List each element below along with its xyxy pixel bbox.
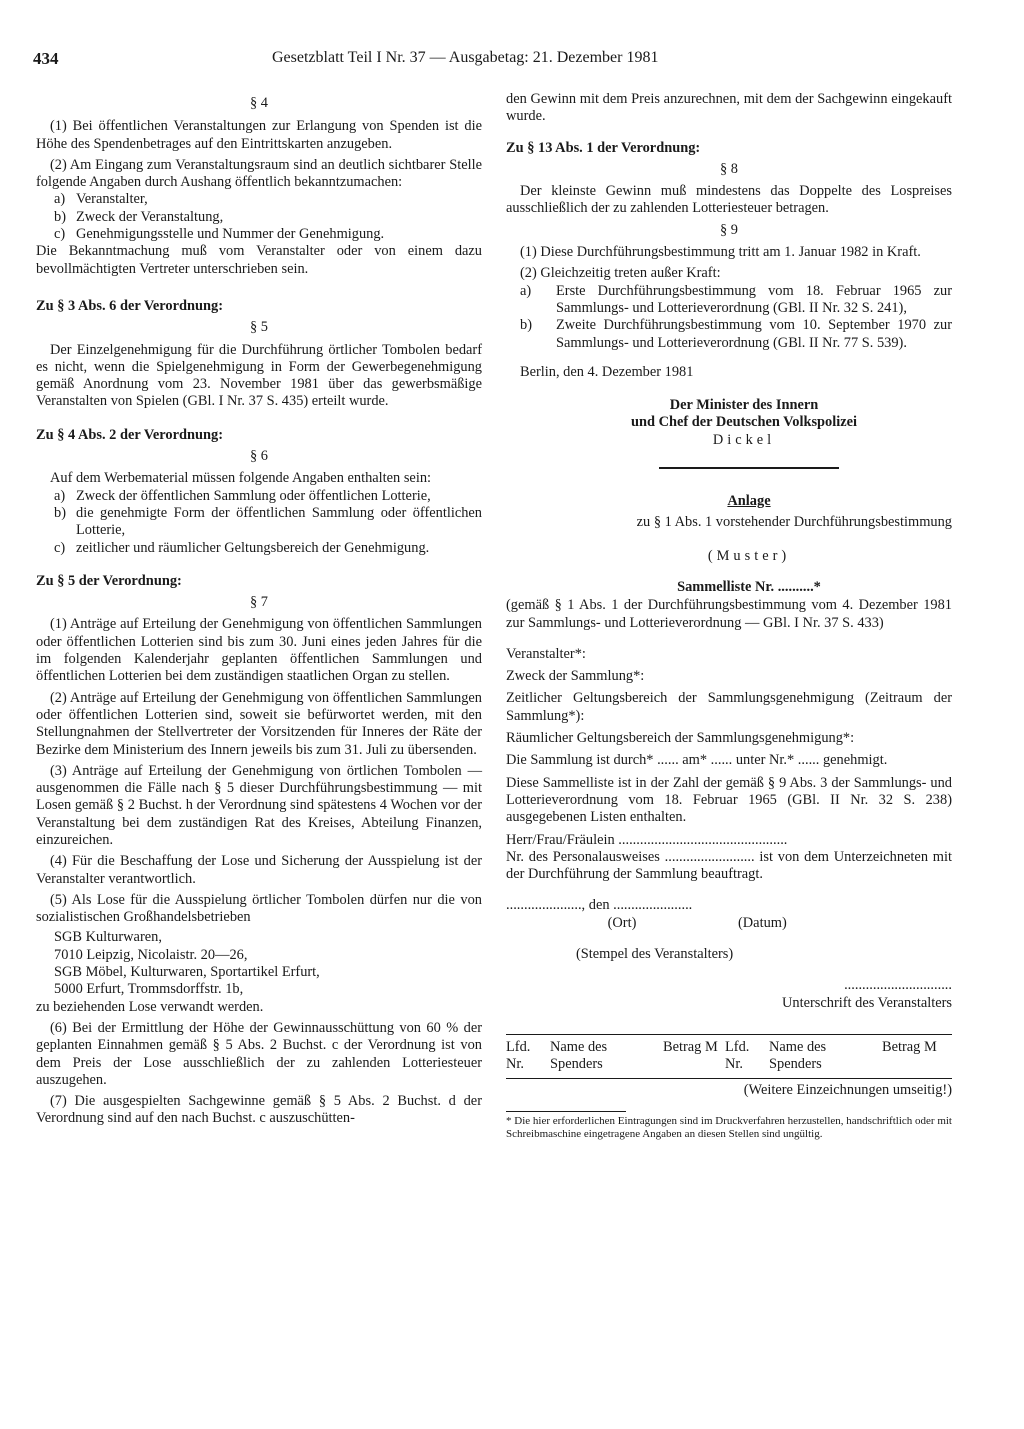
list-item: c) Genehmigungsstelle und Nummer der Genehmigung.: [54, 226, 385, 243]
table-rule: [506, 1034, 952, 1035]
donor-table-header: [506, 1039, 952, 1073]
paragraph: (2) Gleichzeitig treten außer Kraft:: [520, 265, 721, 282]
sample-label: (Muster): [707, 547, 791, 564]
section-heading: § 5: [250, 319, 268, 336]
table-rule: [506, 1078, 952, 1079]
section-subheading: Zu § 13 Abs. 1 der Verordnung:: [506, 139, 701, 156]
list-item: a) Veranstalter,: [54, 191, 148, 208]
table-header-cell: Name des Spenders: [550, 1038, 608, 1072]
place-date: Berlin, den 4. Dezember 1981: [520, 363, 694, 380]
signatory-title: Der Minister des Innern: [669, 397, 819, 414]
signature-label: Unterschrift des Veranstalters: [782, 994, 952, 1011]
footnote-rule: [506, 1111, 626, 1112]
signature-line: ..............................: [844, 977, 952, 994]
list: [36, 488, 482, 557]
form-field: Nr. des Personalausweises ......................... ist von dem Unterzeichneten mit der Durchführung der Sammlung beauftragt.: [506, 848, 952, 883]
form-field: Die Sammlung ist durch* ...... am* ...... unter Nr.* ...... genehmigt.: [506, 752, 888, 769]
paragraph: (7) Die ausgespielten Sachgewinne gemäß § 5 Abs. 2 Buchst. d der Verordnung sind auf den nach Buchst. c auszuschütten-: [36, 1093, 482, 1127]
form-field: Zeitlicher Geltungsbereich der Sammlungsgenehmigung (Zeitraum der Sammlung*):: [506, 690, 952, 724]
table-header-cell: Name des Spenders: [769, 1038, 827, 1072]
section-subheading: Zu § 4 Abs. 2 der Verordnung:: [36, 426, 223, 443]
paragraph: (3) Anträge auf Erteilung der Genehmigung von örtlichen Tombolen — ausgenommen die Fälle nach § 5 dieser Durchführungsbestimmung — mit Losen gemäß § 2 Buchst. h der Verordnung sind spätestens 4 Wochen vor der Veranstaltung bei dem zuständigen Rat des Kreises, Abteilung Finanzen, einzureichen.: [36, 762, 482, 848]
left-column: [36, 95, 482, 1128]
address-block: [36, 929, 482, 998]
list: [36, 191, 482, 243]
section-subheading: Zu § 5 der Verordnung:: [36, 572, 182, 589]
place-date-labels: [506, 915, 952, 932]
list-item: b) Zweite Durchführungsbestimmung vom 10. September 1970 zur Sammlungs- und Lotterieverordnung (GBl. II Nr. 77 S. 539).: [520, 317, 952, 351]
page-number: 434: [33, 49, 59, 68]
table-header-cell: Lfd. Nr.: [506, 1038, 531, 1072]
form-field: Zweck der Sammlung*:: [506, 668, 645, 685]
paragraph: den Gewinn mit dem Preis anzurechnen, mit dem der Sachgewinn eingekauft wurde.: [506, 91, 952, 125]
continuation-note: (Weitere Einzeichnungen umseitig!): [743, 1081, 952, 1098]
address-line: SGB Kulturwaren,: [54, 929, 162, 946]
paragraph: (1) Bei öffentlichen Veranstaltungen zur Erlangung von Spenden ist die Höhe des Spendenbetrages auf den Eintrittskarten anzugeben.: [36, 118, 482, 152]
address-line: 5000 Erfurt, Trommsdorffstr. 1b,: [54, 981, 244, 998]
divider: [659, 467, 839, 469]
paragraph: (6) Bei der Ermittlung der Höhe der Gewinnausschüttung von 60 % der geplanten Einnahmen gemäß § 5 Abs. 2 Buchst. c der Verordnung ist von dem Preis der Lose ausschließlich der zu zahlenden Lotteriesteuer auszugehen.: [36, 1019, 482, 1088]
annex-title: Anlage: [727, 493, 771, 510]
paragraph: (2) Anträge auf Erteilung der Genehmigung von öffentlichen Sammlungen oder öffentlichen Lotterien sind, soweit sie befürwortet werden, mit den Stellungnahmen der Stellvertreter der Vorsitzenden für Inneres der Räte der Bezirke dem Ministerium des Innern jeweils bis zum 31. Juli zu übersenden.: [36, 689, 482, 758]
place-label: (Ort): [607, 914, 637, 931]
signatory-name: Dickel: [712, 431, 776, 448]
list-item: c) zeitlicher und räumlicher Geltungsbereich der Genehmigung.: [54, 539, 430, 556]
table-header-cell: Betrag M: [882, 1038, 937, 1055]
section-heading: § 9: [720, 221, 738, 238]
section-heading: § 8: [720, 160, 738, 177]
paragraph: Die Bekanntmachung muß vom Veranstalter oder von einem dazu bevollmächtigten Vertreter unterschrieben sein.: [36, 243, 482, 277]
stamp-label: (Stempel des Veranstalters): [576, 945, 734, 962]
right-column: [506, 91, 952, 1140]
section-heading: § 6: [250, 448, 268, 465]
list: [506, 283, 952, 352]
place-date-line: ....................., den ......................: [506, 897, 693, 914]
collection-list-title: Sammelliste Nr. ..........*: [677, 578, 821, 595]
form-field: Veranstalter*:: [506, 645, 586, 662]
paragraph: (4) Für die Beschaffung der Lose und Sicherung der Ausspielung ist der Veranstalter verantwortlich.: [36, 853, 482, 887]
section-heading: § 4: [250, 95, 268, 111]
paragraph: (1) Diese Durchführungsbestimmung tritt am 1. Januar 1982 in Kraft.: [520, 244, 921, 261]
list-item: a) Erste Durchführungsbestimmung vom 18. Februar 1965 zur Sammlungs- und Lotterieverordnung (GBl. II Nr. 32 S. 241),: [520, 282, 952, 316]
paragraph: Der kleinste Gewinn muß mindestens das Doppelte des Lospreises ausschließlich der zu zahlenden Lotteriesteuer betragen.: [506, 183, 952, 217]
form-field: Diese Sammelliste ist in der Zahl der gemäß § 9 Abs. 3 der Sammlungs- und Lotterieverordnung vom 18. Februar 1965 (GBl. II Nr. 32 S. 238) ausgegebenen Listen enthalten.: [506, 774, 952, 826]
page-header-title: Gesetzblatt Teil I Nr. 37 — Ausgabetag: 21. Dezember 1981: [272, 49, 659, 66]
section-subheading: Zu § 3 Abs. 6 der Verordnung:: [36, 297, 223, 314]
paragraph: (gemäß § 1 Abs. 1 der Durchführungsbestimmung vom 4. Dezember 1981 zur Sammlungs- und Lotterieverordnung — GBl. I Nr. 37 S. 433): [506, 597, 952, 631]
date-label: (Datum): [738, 914, 787, 931]
paragraph: (5) Als Lose für die Ausspielung örtlicher Tombolen dürfen nur die von sozialistischen Großhandelsbetrieben: [36, 891, 482, 926]
paragraph: (1) Anträge auf Erteilung der Genehmigung von öffentlichen Sammlungen oder öffentlichen Lotterien sind bis zum 30. Juni eines jeden Jahres für die im folgenden Kalenderjahr geplanten öffentlichen Sammlungen und öffentlichen Lotterien bei dem zuständigen staatlichen Organ zu stellen.: [36, 616, 482, 685]
table-header-cell: Betrag M: [663, 1038, 718, 1055]
address-line: 7010 Leipzig, Nicolaistr. 20—26,: [54, 946, 248, 963]
paragraph: Auf dem Werbematerial müssen folgende Angaben enthalten sein:: [50, 470, 432, 487]
paragraph: zu beziehenden Lose verwandt werden.: [36, 998, 264, 1015]
paragraph: (2) Am Eingang zum Veranstaltungsraum sind an deutlich sichtbarer Stelle folgende Angaben durch Aushang öffentlich bekanntzumachen:: [36, 156, 482, 191]
form-field: Herr/Frau/Fräulein ...............................................: [506, 831, 788, 848]
signatory-title: und Chef der Deutschen Volkspolizei: [630, 414, 858, 431]
form-field: Räumlicher Geltungsbereich der Sammlungsgenehmigung*:: [506, 730, 855, 747]
list-item: a) Zweck der öffentlichen Sammlung oder öffentlichen Lotterie,: [54, 487, 431, 504]
list-item: b) Zweck der Veranstaltung,: [54, 208, 224, 225]
section-heading: § 7: [250, 594, 268, 611]
list-item: b) die genehmigte Form der öffentlichen Sammlung oder öffentlichen Lotterie,: [54, 504, 482, 539]
table-header-cell: Lfd. Nr.: [725, 1038, 750, 1072]
footnote: * Die hier erforderlichen Eintragungen sind im Druckverfahren herzustellen, handschriftlich oder mit Schreibmaschine eingetragene Angaben an diesen Stellen sind ungültig.: [506, 1115, 952, 1140]
annex-subtitle: zu § 1 Abs. 1 vorstehender Durchführungsbestimmung: [636, 514, 952, 531]
address-line: SGB Möbel, Kulturwaren, Sportartikel Erfurt,: [54, 964, 320, 981]
paragraph: Der Einzelgenehmigung für die Durchführung örtlicher Tombolen bedarf es nicht, wenn die Spielgenehmigung in Form der Gewerbegenehmigung gemäß Anordnung vom 23. November 1981 über das gewerbsmäßige Veranstalten von Spielen (GBl. I Nr. 37 S. 435) erteilt wurde.: [36, 341, 482, 410]
